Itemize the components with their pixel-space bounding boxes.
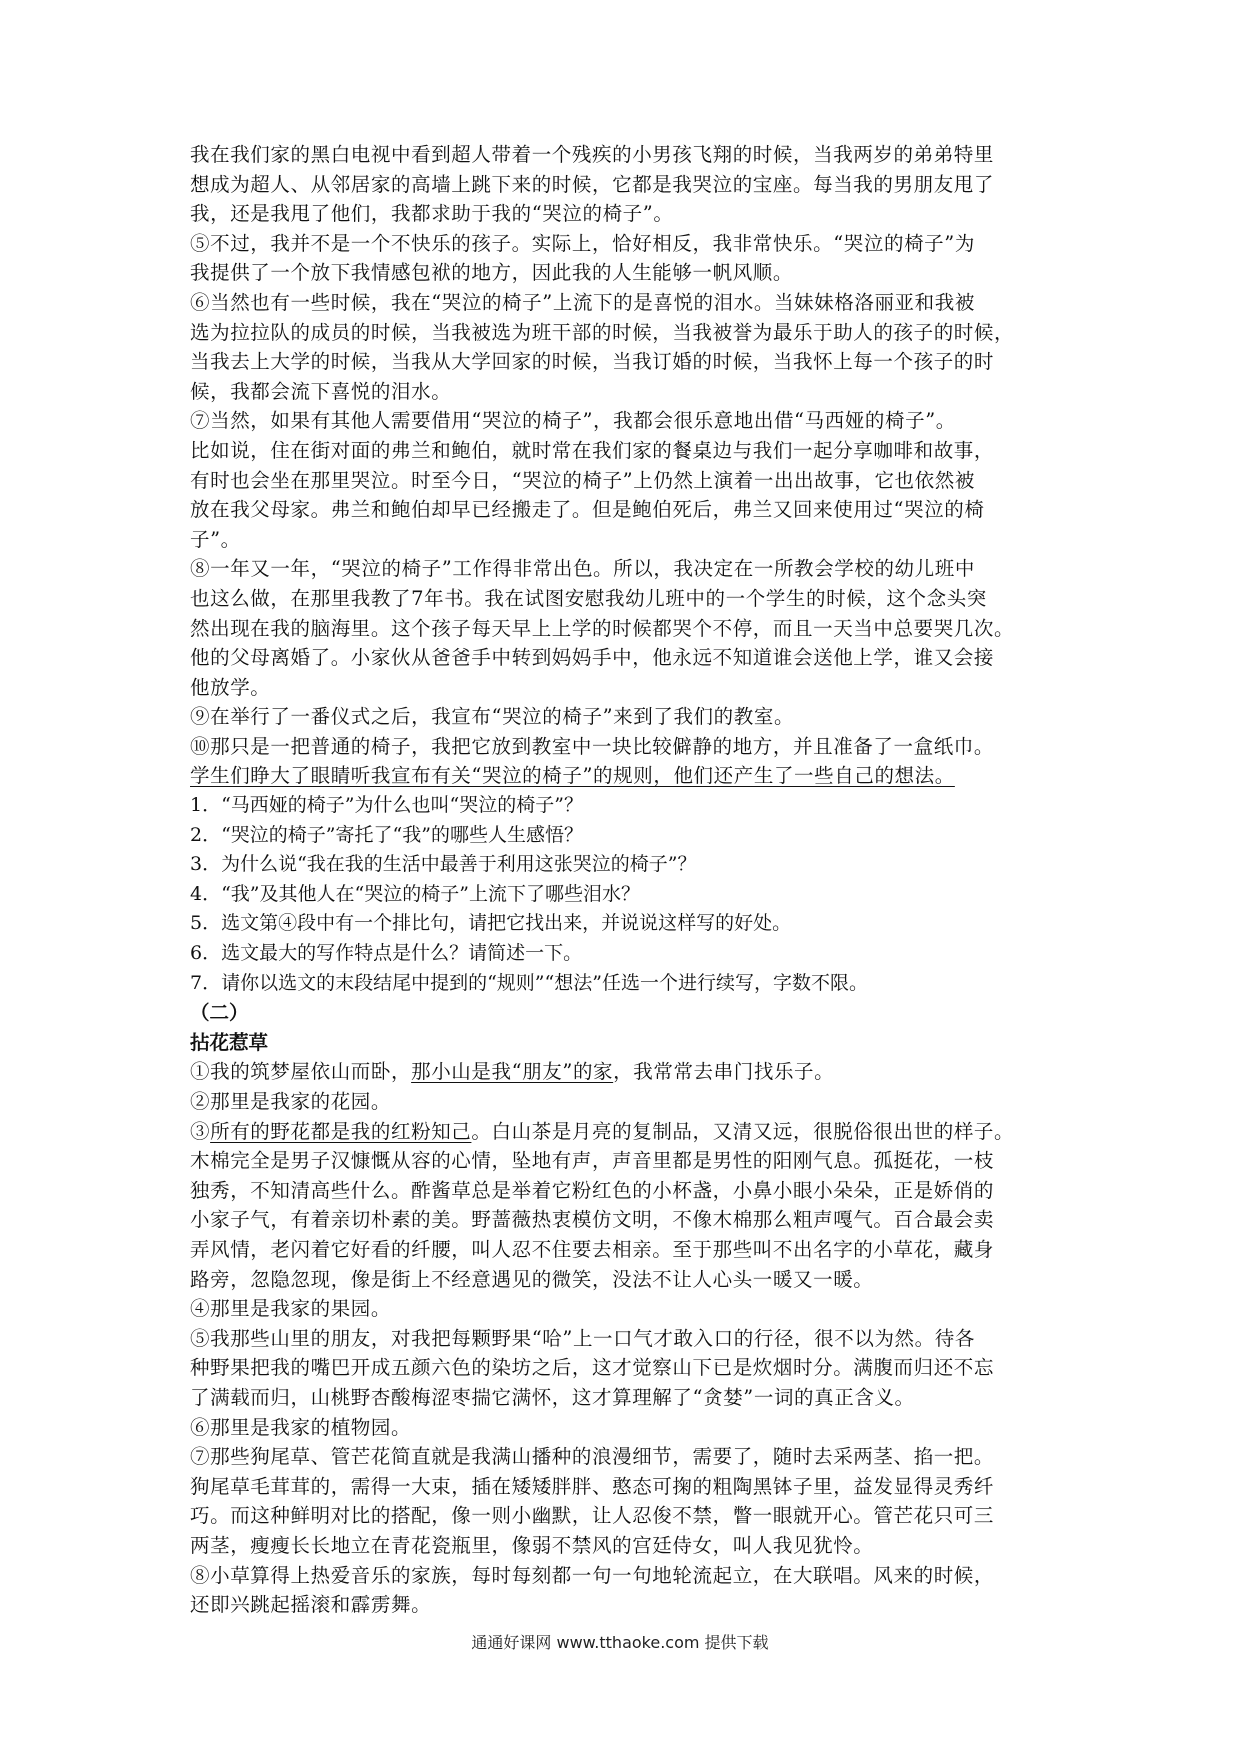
text-line: 两茎，瘦瘦长长地立在青花瓷瓶里，像弱不禁风的宫廷侍女，叫人我见犹怜。 (190, 1533, 874, 1557)
question-item: 1．“马西娅的椅子”为什么也叫“哭泣的椅子”？ (190, 794, 583, 817)
passage-two (190, 998, 1050, 1619)
text-line: 小家子气，有着亲切朴素的美。野蔷薇热衷模仿文明，不像木棉那么粗声嘎气。百合最会卖 (190, 1208, 995, 1232)
text-line: ⑤不过，我并不是一个不快乐的孩子。实际上，恰好相反，我非常快乐。“哭泣的椅子”为 (190, 231, 975, 255)
p3-text: 。白山茶是月亮的复制品，又清又远，很脱俗很出世的样子。 (471, 1119, 1015, 1143)
text-line: 还即兴跳起摇滚和霹雳舞。 (190, 1593, 432, 1617)
page-footer: 通通好课网 www.tthaoke.com 提供下载 (471, 1633, 769, 1652)
document-body (190, 140, 1050, 1620)
text-line: 比如说，住在街对面的弗兰和鲍伯，就时常在我们家的餐桌边与我们一起分享咖啡和故事， (190, 438, 995, 462)
text-line: 子”。 (190, 527, 241, 551)
text-line: 选为拉拉队的成员的时候，当我被选为班干部的时候，当我被誉为最乐于助人的孩子的时候， (190, 320, 1015, 344)
text-line: ④那里是我家的果园。 (190, 1297, 392, 1321)
question-item: 3．为什么说“我在我的生活中最善于利用这张哭泣的椅子”？ (190, 853, 697, 876)
paragraph-1 (190, 1057, 1050, 1087)
text-line: 他放学。 (190, 675, 271, 699)
p1-text: ①我的筑梦屋依山而卧， (190, 1060, 412, 1084)
text-line: 我提供了一个放下我情感包袱的地方，因此我的人生能够一帆风顺。 (190, 261, 794, 285)
question-list (190, 791, 1050, 998)
text-line: ⑥那里是我家的植物园。 (190, 1415, 412, 1439)
text-line: 种野果把我的嘴巴开成五颜六色的染坊之后，这才觉察山下已是炊烟时分。满腹而归还不忘 (190, 1356, 995, 1380)
text-line: 他的父母离婚了。小家伙从爸爸手中转到妈妈手中，他永远不知道谁会送他上学，谁又会接 (190, 646, 995, 670)
p3-underlined: 所有的野花都是我的红粉知己 (210, 1119, 472, 1143)
text-line: ⑤我那些山里的朋友，对我把每颗野果“哈”上一口气才敢入口的行径，很不以为然。待各 (190, 1326, 975, 1350)
p1-underlined: 那小山是我“朋友”的家 (411, 1060, 614, 1084)
text-line: 候，我都会流下喜悦的泪水。 (190, 379, 452, 403)
text-line: ⑨在举行了一番仪式之后，我宣布“哭泣的椅子”来到了我们的教室。 (190, 705, 795, 729)
text-line: 也这么做，在那里我教了7年书。我在试图安慰我幼儿班中的一个学生的时候，这个念头突 (190, 586, 987, 610)
text-line: 独秀，不知清高些什么。酢酱草总是举着它粉红色的小杯盏，小鼻小眼小朵朵，正是娇俏的 (190, 1178, 995, 1202)
question-item: 2．“哭泣的椅子”寄托了“我”的哪些人生感悟？ (190, 823, 583, 846)
text-line: ⑧小草算得上热爱音乐的家族，每时每刻都一句一句地轮流起立，在大联唱。风来的时候， (190, 1563, 995, 1587)
paragraph-2: ②那里是我家的花园。 (190, 1090, 392, 1113)
passage-one (190, 140, 1050, 791)
question-item: 6．选文最大的写作特点是什么？请简述一下。 (190, 942, 583, 965)
text-line: ⑧一年又一年，“哭泣的椅子”工作得非常出色。所以，我决定在一所教会学校的幼儿班中 (190, 557, 975, 581)
text-line: 我，还是我甩了他们，我都求助于我的“哭泣的椅子”。 (190, 202, 674, 226)
text-line: ⑦那些狗尾草、管芒花简直就是我满山播种的浪漫细节，需要了，随时去采两茎、掐一把。 (190, 1445, 995, 1469)
text-line: ⑦当然，如果有其他人需要借用“哭泣的椅子”，我都会很乐意地出借“马西娅的椅子”。 (190, 409, 956, 433)
section-title: 拈花惹草 (190, 1030, 269, 1054)
question-item: 7．请你以选文的末段结尾中提到的“规则”“想法”任选一个进行续写，字数不限。 (190, 971, 868, 994)
underlined-line: 学生们睁大了眼睛听我宣布有关“哭泣的椅子”的规则，他们还产生了一些自己的想法。 (190, 764, 955, 788)
text-line: 路旁，忽隐忽现，像是街上不经意遇见的微笑，没法不让人心头一暖又一暖。 (190, 1267, 874, 1291)
question-item: 5．选文第④段中有一个排比句，请把它找出来，并说说这样写的好处。 (190, 912, 792, 935)
text-line: 放在我父母家。弗兰和鲍伯却早已经搬走了。但是鲍伯死后，弗兰又回来使用过“哭泣的椅 (190, 498, 985, 522)
text-line: 然出现在我的脑海里。这个孩子每天早上上学的时候都哭个不停，而且一天当中总要哭几次。 (190, 616, 1015, 640)
text-line: 想成为超人、从邻居家的高墙上跳下来的时候，它都是我哭泣的宝座。每当我的男朋友甩了 (190, 172, 995, 196)
question-item: 4．“我”及其他人在“哭泣的椅子”上流下了哪些泪水？ (190, 882, 640, 905)
text-line: 有时也会坐在那里哭泣。时至今日，“哭泣的椅子”上仍然上演着一出出故事，它也依然被 (190, 468, 975, 492)
text-line: ⑩那只是一把普通的椅子，我把它放到教室中一块比较僻静的地方，并且准备了一盒纸巾。 (190, 734, 995, 758)
text-line: 弄风情，老闪着它好看的纤腰，叫人忍不住要去相亲。至于那些叫不出名字的小草花，藏身 (190, 1237, 995, 1261)
text-line: 当我去上大学的时候，当我从大学回家的时候，当我订婚的时候，当我怀上每一个孩子的时 (190, 350, 995, 374)
text-line: 狗尾草毛茸茸的，需得一大束，插在矮矮胖胖、憨态可掬的粗陶黑钵子里，益发显得灵秀纤 (190, 1474, 995, 1498)
text-line: 了满载而归，山桃野杏酸梅涩枣揣它满怀，这才算理解了“贪婪”一词的真正含义。 (190, 1385, 915, 1409)
p1-text-end: ，我常常去串门找乐子。 (613, 1060, 835, 1084)
section-heading: （二） (190, 1001, 249, 1025)
p3-num: ③ (190, 1119, 211, 1143)
text-line: 巧。而这种鲜明对比的搭配，像一则小幽默，让人忍俊不禁，瞥一眼就开心。管芒花只可三 (190, 1504, 995, 1528)
text-line: 我在我们家的黑白电视中看到超人带着一个残疾的小男孩飞翔的时候，当我两岁的弟弟特里 (190, 143, 995, 166)
text-line: ⑥当然也有一些时候，我在“哭泣的椅子”上流下的是喜悦的泪水。当妹妹格洛丽亚和我被 (190, 290, 975, 314)
paragraph-3 (190, 1117, 1050, 1147)
text-line: 木棉完全是男子汉慷慨从容的心情，坠地有声，声音里都是男性的阳刚气息。孤挺花，一枝 (190, 1149, 995, 1173)
